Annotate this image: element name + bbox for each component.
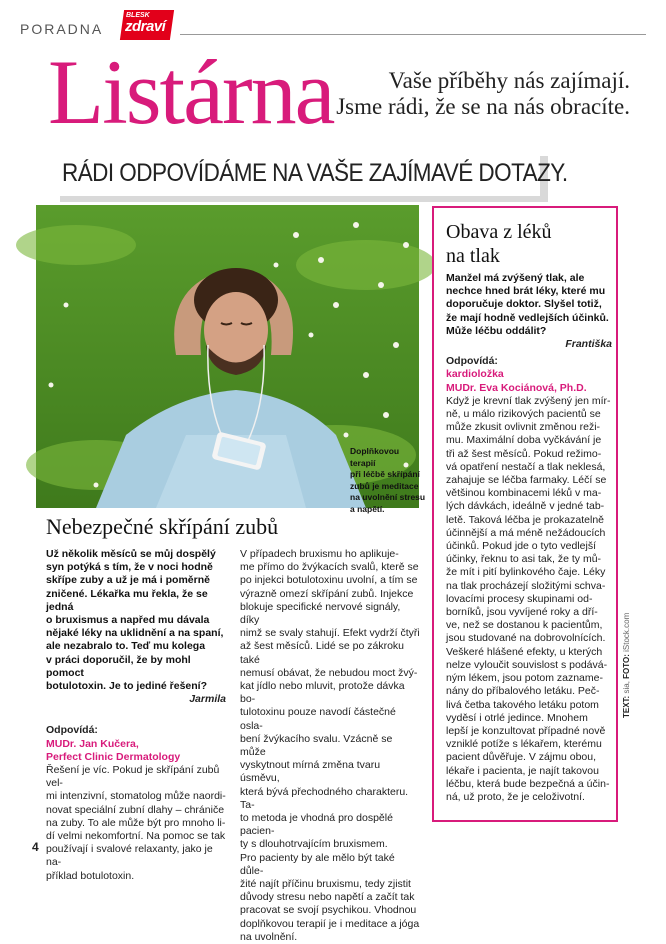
text-line: syn potýká s tím, že v noci hodně (46, 561, 213, 574)
text-line: nechce hned brát léky, které mu (446, 285, 606, 298)
text-line: lékaře i pacienta, je najít takovou (446, 764, 599, 777)
credit-text-label: TEXT: (622, 695, 631, 718)
text-line: účinnější a má méně nežádoucích (446, 526, 606, 539)
header-rule (180, 34, 646, 35)
text-line: ná, už proto, že je celoživotní. (446, 790, 585, 803)
text-line: Když je krevní tlak zvýšený jen mír- (446, 394, 611, 407)
text-line: účinky, řeknu to asi tak, že ty mů- (446, 553, 602, 566)
text-line: nimž se svaly stahují. Efekt vydrží čtyři (240, 627, 420, 640)
text-line: nány do příbalového letáku. Peč- (446, 685, 600, 698)
text-line: zahajuje se léčba farmaky. Léčí se (446, 474, 607, 487)
text-line: léčbu, která bude bezpečná a účin- (446, 777, 610, 790)
text-line: důvody stresu nebo napětí a začít tak (240, 891, 415, 904)
tagline-line: Jsme rádi, že se na nás obracíte. (336, 94, 630, 119)
text-line: novat speciální zubní dlahy – chrániče (46, 803, 225, 816)
article-column-left (46, 548, 226, 883)
sidebar-doctor-role: kardioložka (446, 368, 504, 381)
text-line: lovacími procesy skupinami od- (446, 592, 593, 605)
text-line: mu. Maximální doba vyčkávání je (446, 434, 602, 447)
text-line: vzniklé potíže s lékařem, kterému (446, 738, 602, 751)
text-line: ným lékem, jsou potom zazname- (446, 672, 603, 685)
text-line: na tlak procházejí složitými schva- (446, 579, 606, 592)
text-line: doplňkovou terapií je i meditace a jóga (240, 917, 420, 930)
text-line: že mají hodně vedlejších účinků. (446, 311, 609, 324)
text-line: ně, u málo rizikových pacientů se (446, 408, 601, 421)
credit-photo-label: FOTO: (622, 654, 631, 679)
text-line: pracovat se svojí psychikou. Vhodnou (240, 904, 417, 917)
text-line: může zkusit ovlivnit změnou reži- (446, 421, 601, 434)
tagline-line: Vaše příběhy nás zajímají. (388, 68, 630, 93)
answer-label: Odpovídá: (46, 724, 98, 737)
sidebar-answer-label: Odpovídá: (446, 355, 498, 368)
text-line: botulotoxin. Je to jediné řešení? (46, 680, 208, 693)
text-line: vyskytnout mírná změna tvaru úsměvu, (240, 759, 381, 785)
text-line: letě. Taková léčba je prokazatelně (446, 513, 604, 526)
text-line: nemusí obávat, že nebudou moct žvý- (240, 666, 418, 679)
text-line: Veškeré hlášené efekty, u kterých (446, 645, 603, 658)
text-line: nějaké léky na uklidnění a na spaní, (46, 627, 224, 640)
caption-line: a napětí. (350, 503, 385, 514)
sidebar-question (446, 272, 612, 338)
text-line: Manžel má zvýšený tlak, ale (446, 272, 585, 284)
text-line: účinků. Pokud jde o tyto vedlejší (446, 540, 597, 553)
text-line: po injekci botulotoxinu uvolní, a tím se (240, 574, 418, 587)
brand-logo-main: zdraví (125, 18, 166, 35)
photo-caption (350, 446, 426, 515)
text-line: kat jídlo nebo mluvit, protože dávka bo- (240, 680, 405, 706)
text-line: na uvolnění. (240, 930, 298, 943)
text-line: skřípe zuby a už je má i poměrně (46, 574, 210, 587)
text-line: jsou studované na dobrovolnících. (446, 632, 606, 645)
text-line: ve, než se dostanou k pacientům, (446, 619, 603, 632)
text-line: bení žvýkacího svalu. Vzácně se může (240, 732, 393, 759)
text-line: V případech bruxismu ho aplikuje- (240, 548, 399, 560)
text-line: lých dávkách, ideálně v jedné tab- (446, 500, 605, 513)
article-column-middle (240, 548, 420, 944)
text-line: ty s dlouhotrvajícím bruxismem. (240, 838, 388, 851)
photo-credit (622, 590, 631, 718)
text-line: dí velmi nekomfortní. Na pomoc se tak (46, 830, 226, 843)
text-line: ale nezabralo to. Teď mu kolega (46, 640, 206, 653)
text-line: zničené. Lékařka mu řekla, že se jedná (46, 587, 208, 613)
text-line: doporučuje doktor. Slyšel totiž, (446, 298, 602, 311)
text-line: blokuje specifické nervové signály, díky (240, 600, 401, 627)
sidebar-signature: Františka (565, 338, 612, 351)
reader-signature: Jarmila (189, 693, 226, 706)
text-line: vá opatření nestačí a tlak neklesá, (446, 460, 606, 473)
sidebar-title-line: Obava z léků (446, 221, 552, 243)
text-line: výrazně omezí skřípání zubů. Injekce (240, 587, 414, 600)
banner-text: RÁDI ODPOVÍDÁME NA VAŠE ZAJÍMAVÉ DOTAZY. (62, 159, 568, 187)
reader-question (46, 548, 226, 693)
text-line: většinou kombinacemi léků v ma- (446, 487, 602, 500)
caption-line: při léčbě skřípání (350, 469, 420, 479)
section-label: PORADNA (20, 21, 104, 37)
text-line: v práci doporučil, že by mohl pomoct (46, 653, 191, 679)
tagline (336, 68, 630, 120)
article-title: Nebezpečné skřípání zubů (46, 514, 279, 539)
doctor-name: MUDr. Jan Kučera, (46, 737, 139, 750)
sidebar-answer (446, 395, 612, 804)
text-line: která bývá přechodného charakteru. Ta- (240, 785, 409, 811)
text-line: používají i svalové relaxanty, jako je na- (46, 843, 213, 869)
text-line: livá četba takového letáku potom (446, 698, 599, 711)
page-number: 4 (32, 840, 39, 854)
text-line: me přímo do žvýkacích svalů, kterě se (240, 561, 419, 574)
text-line: žité najít příčinu bruxismu, tedy zjistit (240, 878, 411, 891)
text-line: tři až šest měsíců. Pokud režimo- (446, 447, 602, 460)
text-line: až šest měsíců. Lidé se po zákroku také (240, 640, 404, 666)
sidebar-column (446, 272, 612, 804)
text-line: tulotoxinu pouze navodí částečné osla- (240, 706, 396, 732)
text-line: Už několik měsíců se můj dospělý (46, 548, 216, 560)
credit-text-value: sia, (622, 681, 631, 694)
text-line: mi intenzivní, stomatolog může naordi- (46, 790, 226, 803)
text-line: Může léčbu oddálit? (446, 324, 547, 337)
text-line: na zuby. To ale může být pro mnoho li- (46, 816, 226, 829)
answer-text (46, 764, 226, 883)
text-line: Řešení je víc. Pokud je skřípání zubů vel- (46, 764, 220, 790)
text-line: o bruxismus a napřed mu dávala (46, 614, 210, 627)
text-line: lepší je konzultovat případné nově (446, 724, 606, 737)
credit-photo-value: iStock.com (622, 612, 631, 652)
page-title: Listárna (48, 41, 334, 143)
brand-logo-top: BLESK (126, 12, 150, 19)
text-line: příklad botulotoxin. (46, 869, 135, 882)
text-line: vyděsí i otrlé jedince. Mnohem (446, 711, 588, 724)
doctor-clinic: Perfect Clinic Dermatology (46, 750, 181, 763)
text-line: to metoda je vhodná pro dospělé pacien- (240, 812, 393, 838)
text-line: borníků, jsou vyvíjené roky a dří- (446, 606, 598, 619)
text-line: nelze vyloučit souvislost s podává- (446, 658, 608, 671)
text-line: Pro pacienty by ale mělo být také důle- (240, 851, 395, 877)
caption-line: na uvolnění stresu (350, 492, 426, 502)
sidebar-doctor-name: MUDr. Eva Kociánová, Ph.D. (446, 381, 587, 394)
sidebar-title (446, 220, 616, 268)
caption-line: zubů je meditace (350, 480, 419, 491)
caption-line: Doplňkovou terapií (350, 446, 400, 468)
sidebar-title-line: na tlak (446, 245, 500, 267)
text-line: pacient důvěřuje. V zájmu obou, (446, 751, 597, 764)
text-line: že mít i pití bylinkového čaje. Léky (446, 566, 606, 579)
